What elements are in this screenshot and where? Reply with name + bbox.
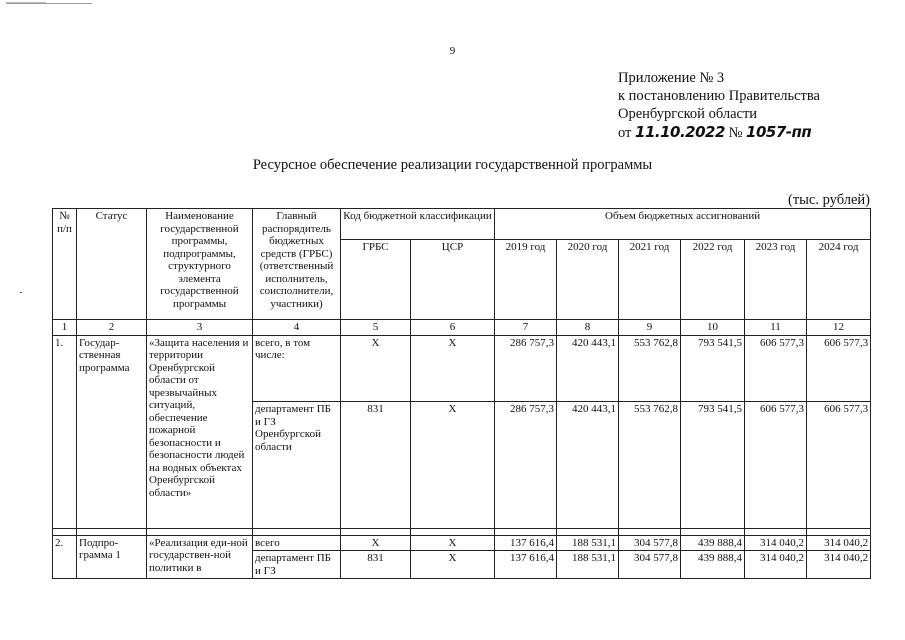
scan-speck (20, 292, 22, 293)
value-2019: 137 616,4 (495, 551, 557, 579)
value-2024: 314 040,2 (807, 535, 871, 551)
row-executor: всего (253, 535, 341, 551)
value-2019: 286 757,3 (495, 335, 557, 402)
header-row (53, 209, 871, 240)
handwritten-number: 1057-пп (746, 123, 812, 141)
value-2021: 553 762,8 (619, 402, 681, 528)
column-number-row (53, 320, 871, 336)
appendix-date-line (618, 123, 820, 142)
number-label: № (728, 125, 743, 141)
table-row (53, 535, 871, 551)
row-grbs: Х (341, 535, 411, 551)
row-grbs: Х (341, 335, 411, 402)
row-status: Подпро-грамма 1 (77, 535, 147, 579)
value-2022: 439 888,4 (681, 535, 745, 551)
value-2021: 553 762,8 (619, 335, 681, 402)
column-number: 5 (341, 320, 411, 336)
spacer-row (53, 528, 871, 535)
value-2024: 314 040,2 (807, 551, 871, 579)
document-title: Ресурсное обеспечение реализации государственной программы (252, 157, 653, 173)
units-label: (тыс. рублей) (788, 192, 870, 208)
header-status: Статус (77, 209, 147, 320)
table-row (53, 335, 871, 402)
header-volume-group: Объем бюджетных ассигнований (495, 209, 871, 240)
handwritten-date: 11.10.2022 (635, 123, 725, 141)
value-2024: 606 577,3 (807, 402, 871, 528)
header-grbs-main: Главный распорядитель бюджетных средств (ГРБС) (ответственный исполнитель, соисполнители, участники) (253, 209, 341, 320)
appendix-block (618, 69, 820, 142)
row-name: «Защита населения и территории Оренбургской области от чрезвычайных ситуаций, обеспечение пожарной безопасности и безопасности людей на водных объектах Оренбургской области» (147, 335, 253, 528)
column-number: 6 (411, 320, 495, 336)
scan-edge-mark-2 (6, 0, 46, 3)
column-number: 9 (619, 320, 681, 336)
row-csr: Х (411, 335, 495, 402)
appendix-title: Приложение № 3 (618, 70, 725, 86)
row-grbs: 831 (341, 402, 411, 528)
header-year-2024: 2024 год (807, 240, 871, 320)
row-executor: департамент ПБ и ГЗ Оренбургской области (253, 402, 341, 528)
row-csr: Х (411, 402, 495, 528)
column-number: 8 (557, 320, 619, 336)
row-name: «Реализация еди-ной государствен-ной политики в (147, 535, 253, 579)
header-grbs: ГРБС (341, 240, 411, 320)
value-2024: 606 577,3 (807, 335, 871, 402)
header-code-group: Код бюджетной классификации (341, 209, 495, 240)
appendix-reference: к постановлению Правительства (618, 88, 820, 104)
value-2023: 314 040,2 (745, 551, 807, 579)
row-grbs: 831 (341, 551, 411, 579)
row-num: 1. (53, 335, 77, 528)
appendix-region: Оренбургской области (618, 106, 758, 122)
value-2022: 793 541,5 (681, 335, 745, 402)
row-executor: департамент ПБ и ГЗ (253, 551, 341, 579)
header-num: № п/п (53, 209, 77, 320)
column-number: 2 (77, 320, 147, 336)
column-number: 12 (807, 320, 871, 336)
column-number: 11 (745, 320, 807, 336)
value-2021: 304 577,8 (619, 535, 681, 551)
value-2021: 304 577,8 (619, 551, 681, 579)
column-number: 1 (53, 320, 77, 336)
value-2023: 606 577,3 (745, 335, 807, 402)
column-number: 3 (147, 320, 253, 336)
value-2020: 188 531,1 (557, 535, 619, 551)
page-number: 9 (449, 45, 456, 57)
header-year-2021: 2021 год (619, 240, 681, 320)
header-csr: ЦСР (411, 240, 495, 320)
value-2023: 606 577,3 (745, 402, 807, 528)
header-name: Наименование государственной программы, подпрограммы, структурного элемента государственной программы (147, 209, 253, 320)
value-2020: 420 443,1 (557, 402, 619, 528)
value-2020: 420 443,1 (557, 335, 619, 402)
header-year-2023: 2023 год (745, 240, 807, 320)
value-2019: 137 616,4 (495, 535, 557, 551)
from-label: от (618, 125, 632, 141)
value-2022: 439 888,4 (681, 551, 745, 579)
value-2022: 793 541,5 (681, 402, 745, 528)
row-executor: всего, в том числе: (253, 335, 341, 402)
row-status: Государ-ственная программа (77, 335, 147, 528)
column-number: 7 (495, 320, 557, 336)
value-2019: 286 757,3 (495, 402, 557, 528)
row-num: 2. (53, 535, 77, 579)
header-year-2019: 2019 год (495, 240, 557, 320)
row-csr: Х (411, 551, 495, 579)
row-csr: Х (411, 535, 495, 551)
header-year-2020: 2020 год (557, 240, 619, 320)
value-2023: 314 040,2 (745, 535, 807, 551)
header-year-2022: 2022 год (681, 240, 745, 320)
column-number: 4 (253, 320, 341, 336)
resource-table (52, 208, 871, 579)
column-number: 10 (681, 320, 745, 336)
value-2020: 188 531,1 (557, 551, 619, 579)
